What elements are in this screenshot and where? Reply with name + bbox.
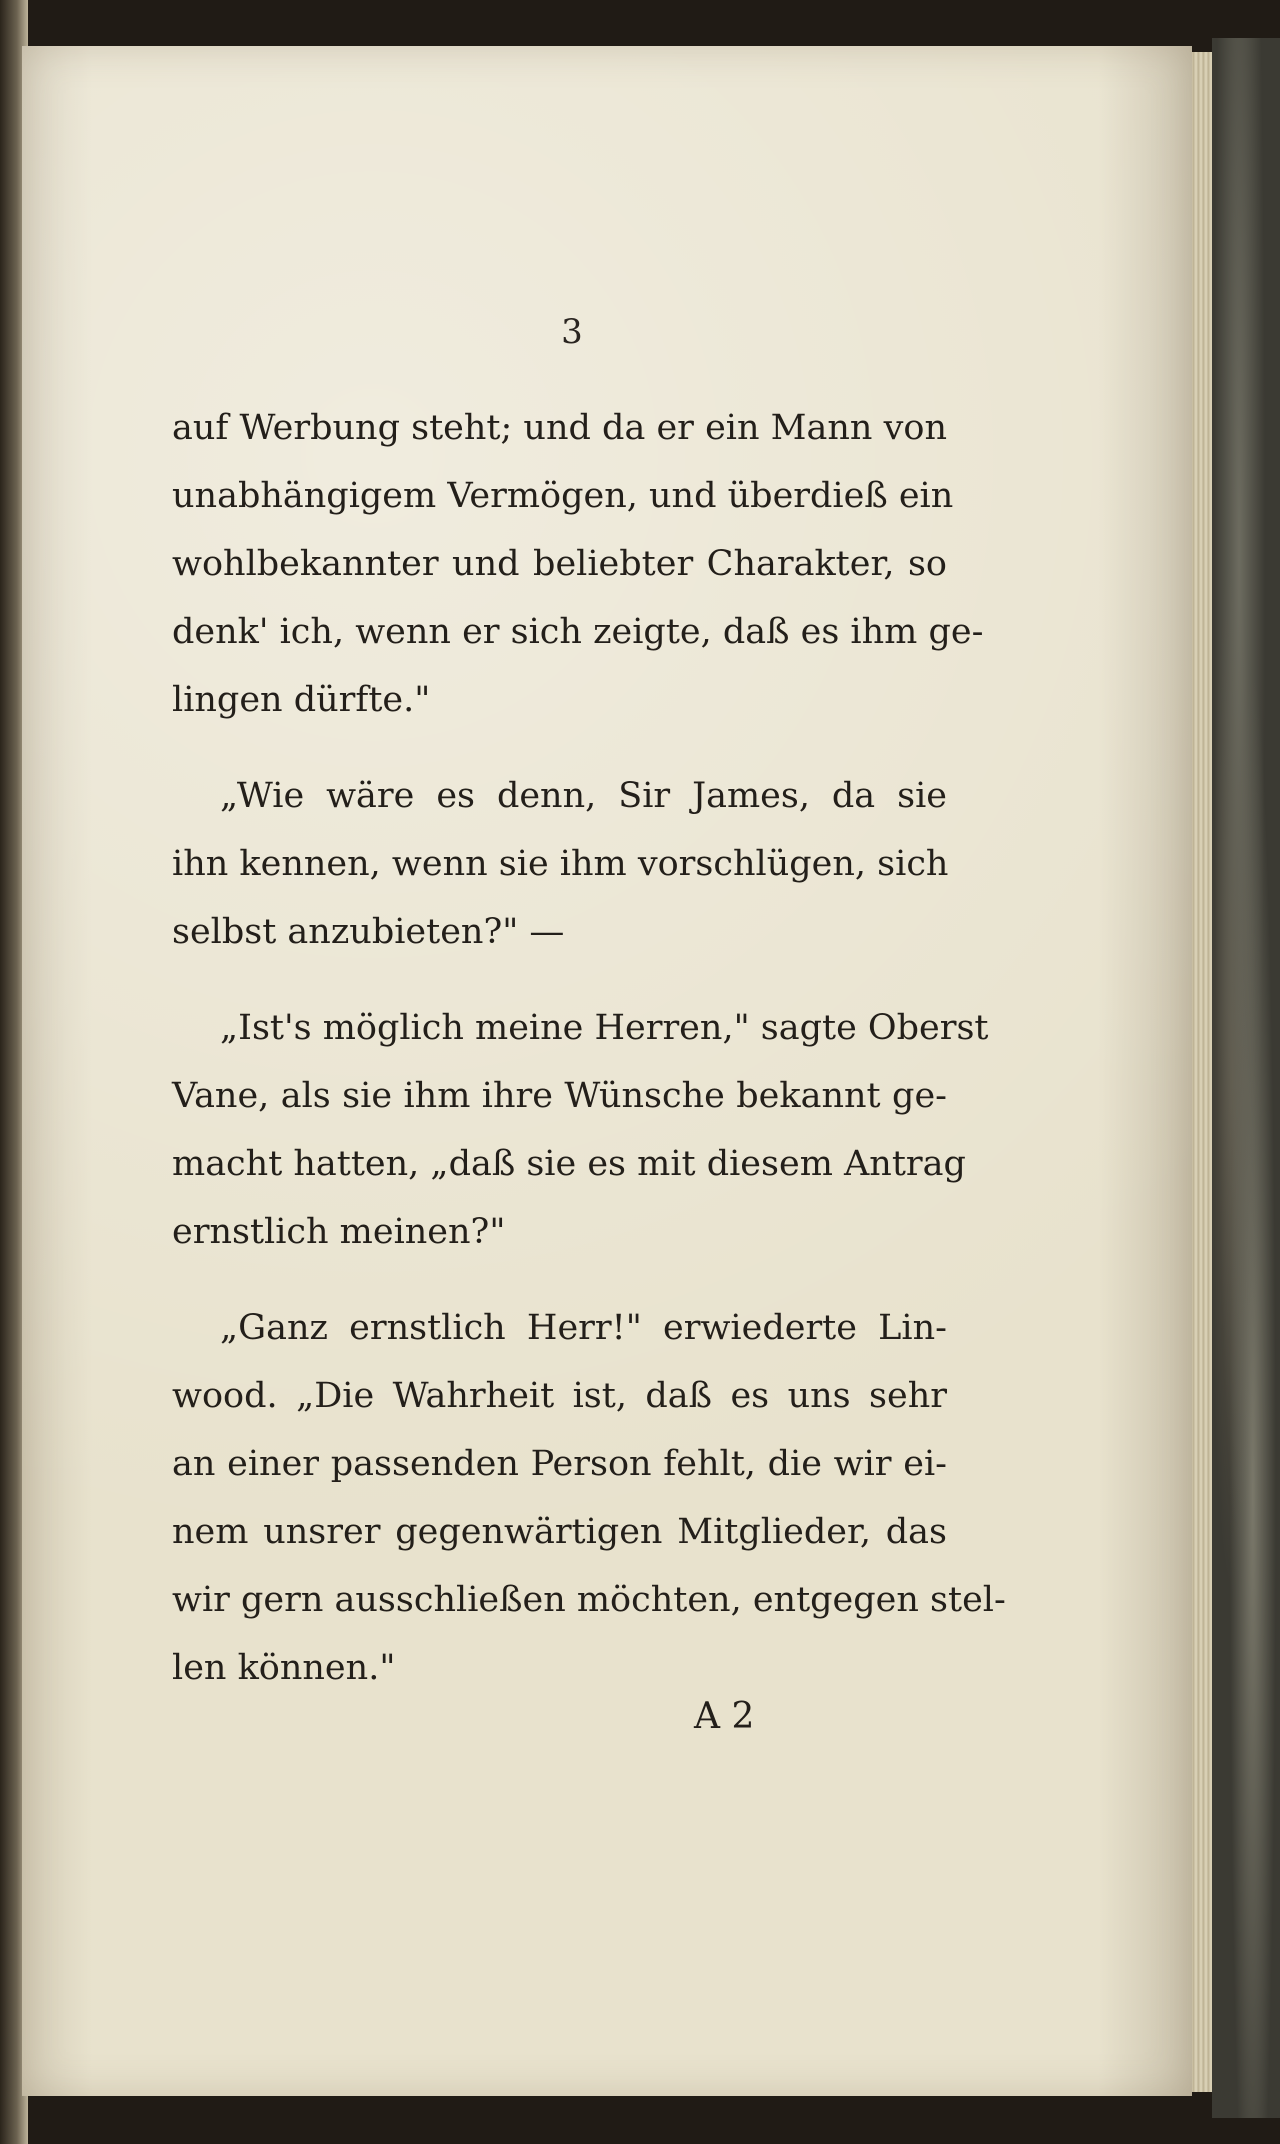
page-number: 3 [561,312,583,352]
page-stack-edge [1190,52,1212,2092]
paragraph-gap [172,1266,947,1294]
book-page [22,46,1192,2096]
signature-mark: A 2 [694,1696,755,1737]
text-line: auf Werbung steht; und da er ein Mann von [172,408,947,448]
text-line: „Ist's möglich meine Herren," sagte Oberst [220,1008,989,1048]
text-line: Vane, als sie ihm ihre Wünsche bekannt ge- [172,1076,947,1116]
text-line: wood. „Die Wahrheit ist, daß es uns sehr [172,1376,947,1416]
text-line: selbst anzubieten?" — [172,912,565,952]
text-line: ernstlich meinen?" [172,1212,506,1252]
text-line: unabhängigem Vermögen, und überdieß ein [172,476,954,516]
text-line: wohlbekannter und beliebter Charakter, so [172,544,947,584]
paragraph-gap [172,966,947,994]
text-line: macht hatten, „daß sie es mit diesem Antrag [172,1144,966,1184]
text-line: len können." [172,1648,396,1688]
text-line: denk' ich, wenn er sich zeigte, daß es ihm ge- [172,612,984,652]
book-cover-edge [1212,38,1280,2118]
text-line: „Wie wäre es denn, Sir James, da sie [220,776,947,816]
body-text [172,394,1006,1702]
text-line: ihn kennen, wenn sie ihm vorschlügen, sich [172,844,949,884]
text-line: an einer passenden Person fehlt, die wir ei- [172,1444,947,1484]
text-line: wir gern ausschließen möchten, entgegen stel- [172,1580,1006,1620]
text-line: lingen dürfte." [172,680,431,720]
text-line: „Ganz ernstlich Herr!" erwiederte Lin- [220,1308,947,1348]
text-line: nem unsrer gegenwärtigen Mitglieder, das [172,1512,947,1552]
paragraph-gap [172,734,947,762]
